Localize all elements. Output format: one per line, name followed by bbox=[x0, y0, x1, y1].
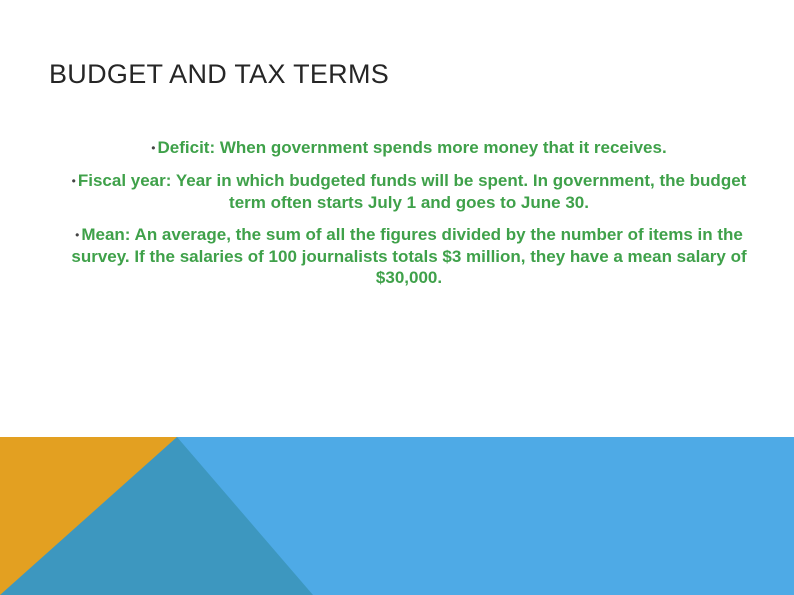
bullet-icon: • bbox=[71, 174, 76, 188]
bullet-icon: • bbox=[75, 228, 80, 242]
term-text: Fiscal year: Year in which budgeted funds will be spent. In government, the budget term often starts July 1 and goes to June 30. bbox=[77, 171, 747, 212]
bullet-icon: • bbox=[151, 141, 156, 155]
term-item-deficit bbox=[60, 137, 758, 159]
decorative-footer-band bbox=[0, 437, 794, 595]
slide-title: BUDGET AND TAX TERMS bbox=[49, 59, 390, 89]
term-text: Mean: An average, the sum of all the figures divided by the number of items in the survey. If the salaries of 100 journalists totals $3 million, they have a mean salary of $30,000. bbox=[71, 225, 747, 287]
term-text: Deficit: When government spends more money that it receives. bbox=[157, 138, 667, 157]
term-item-mean bbox=[60, 224, 758, 288]
term-item-fiscal-year bbox=[60, 170, 758, 213]
terms-list bbox=[60, 137, 758, 299]
